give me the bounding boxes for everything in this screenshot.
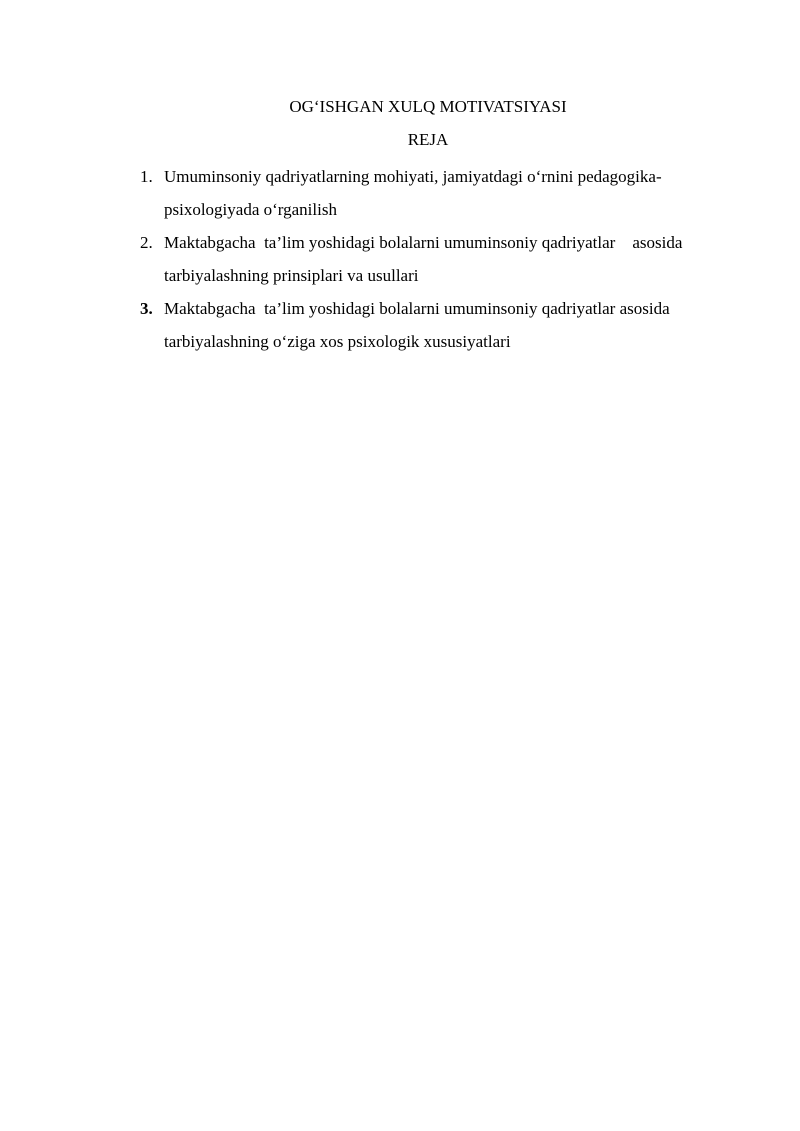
plan-heading: REJA — [407, 130, 449, 149]
plan-item-number: 3. — [140, 299, 153, 318]
plan-item-text-line: tarbiyalashning o‘ziga xos psixologik xususiyatlari — [164, 332, 511, 351]
plan-item-text-line: Maktabgacha ta’lim yoshidagi bolalarni umuminsoniy qadriyatlar asosida — [164, 299, 670, 318]
plan-item-text-line: Umuminsoniy qadriyatlarning mohiyati, jamiyatdagi o‘rnini pedagogika- — [164, 167, 662, 186]
plan-list — [140, 160, 740, 358]
plan-item-text-line: psixologiyada o‘rganilish — [164, 200, 337, 219]
plan-item-2 — [140, 226, 740, 292]
plan-item-number: 2. — [140, 233, 153, 252]
plan-item-number: 1. — [140, 167, 153, 186]
document-title: OG‘ISHGAN XULQ MOTIVATSIYASI — [289, 97, 567, 116]
plan-item-text-line: Maktabgacha ta’lim yoshidagi bolalarni umuminsoniy qadriyatlar asosida — [164, 233, 683, 252]
plan-item-text-line: tarbiyalashning prinsiplari va usullari — [164, 266, 419, 285]
plan-item-3 — [140, 292, 740, 358]
plan-item-1 — [140, 160, 740, 226]
